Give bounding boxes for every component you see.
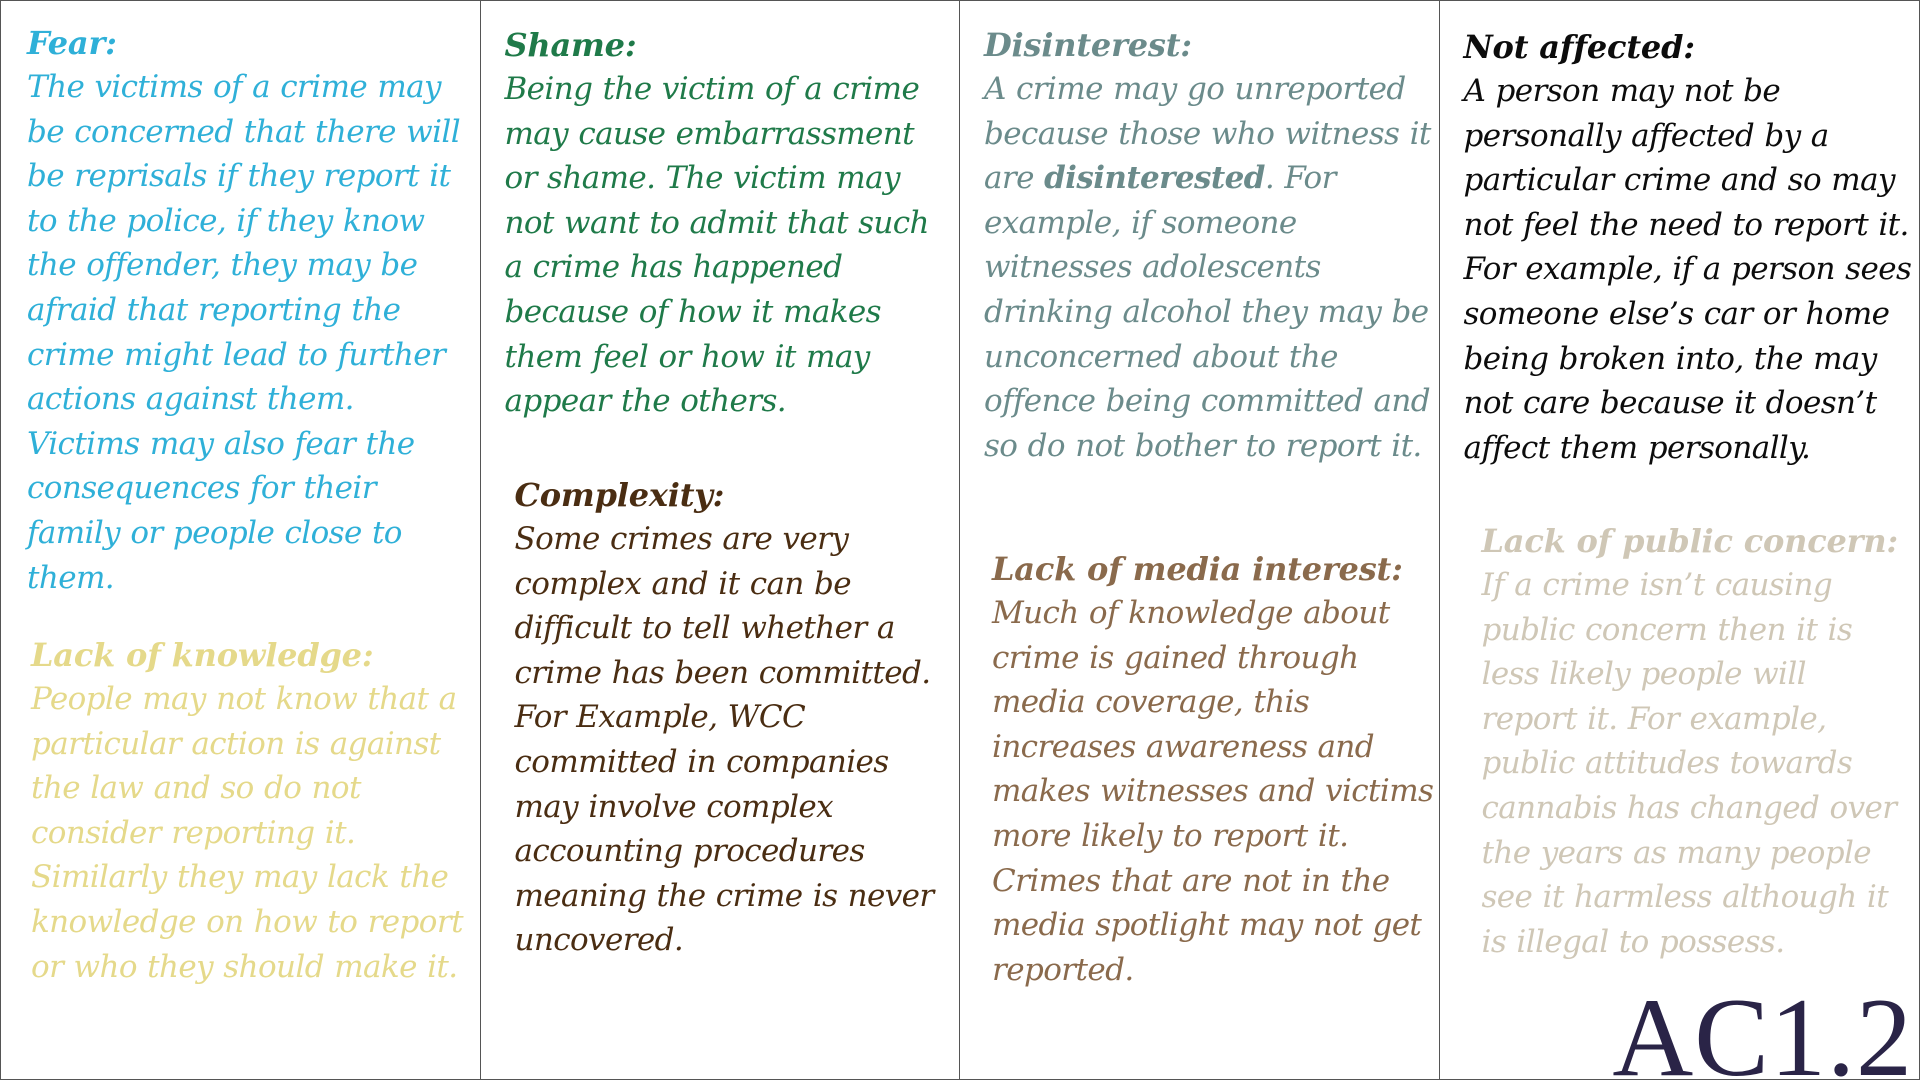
not-affected-heading: Not affected: bbox=[1463, 28, 1695, 66]
lack-of-media-interest-heading: Lack of media interest: bbox=[992, 550, 1403, 588]
disinterest-text: A crime may go unreported because those who witness it are disinterested. For example, if someone witnesses adolescents drinking alcohol they may be unconcerned about the offence being committed and so do not bother to report it. bbox=[984, 71, 1431, 464]
column-1 bbox=[1, 1, 481, 1080]
shame-text: Being the victim of a crime may cause embarrassment or shame. The victim may not want to admit that such a crime has happened because of how it makes them feel or how it may appear the others. bbox=[504, 71, 929, 420]
lack-of-public-concern-block bbox=[1482, 519, 1910, 964]
lack-of-media-interest-text: Much of knowledge about crime is gained through media coverage, this increases awareness and makes witnesses and victims more likely to report it. Crimes that are not in the media spotlight may not get reported. bbox=[992, 595, 1434, 988]
fear-heading: Fear: bbox=[27, 24, 117, 62]
disinterest-heading: Disinterest: bbox=[984, 26, 1192, 64]
not-affected-block bbox=[1464, 25, 1916, 470]
lack-of-knowledge-block bbox=[31, 633, 477, 989]
fear-block bbox=[27, 21, 475, 600]
column-2 bbox=[481, 1, 961, 1080]
column-3 bbox=[960, 1, 1440, 1080]
lack-of-public-concern-heading: Lack of public concern: bbox=[1481, 522, 1899, 560]
shame-heading: Shame: bbox=[504, 26, 637, 64]
complexity-heading: Complexity: bbox=[514, 476, 725, 514]
not-affected-text: A person may not be personally affected by a particular crime and so may not feel the need to report it. For example, if a person sees someone else’s car or home being broken into, the may not care because it doesn’t affect them personally. bbox=[1463, 73, 1912, 466]
lack-of-knowledge-heading: Lack of knowledge: bbox=[31, 636, 374, 674]
disinterest-block bbox=[984, 23, 1434, 468]
complexity-block bbox=[515, 473, 955, 963]
shame-block bbox=[505, 23, 955, 424]
column-4 bbox=[1440, 1, 1920, 1080]
lack-of-media-interest-block bbox=[992, 547, 1436, 992]
fear-text: The victims of a crime may be concerned that there will be reprisals if they report it to the police, if they know the offender, they may be afraid that reporting the crime might lead to further actions against them. Victims may also fear the consequences for their family or people close to them. bbox=[27, 69, 461, 596]
lack-of-knowledge-text: People may not know that a particular action is against the law and so do not consider reporting it. Similarly they may lack the knowledge on how to report or who they should make it. bbox=[31, 681, 463, 985]
assessment-criteria-label: AC1.2 bbox=[1612, 976, 1913, 1080]
lack-of-public-concern-text: If a crime isn’t causing public concern then it is less likely people will report it. For example, public attitudes towards cannabis has changed over the years as many people see it harmless although it is illegal to possess. bbox=[1481, 567, 1897, 960]
disinterested-emphasis: disinterested bbox=[1044, 160, 1265, 197]
complexity-text: Some crimes are very complex and it can be difficult to tell whether a crime has been committed. For Example, WCC committed in companies may involve complex accounting procedures meaning the crime is never uncovered. bbox=[514, 521, 934, 959]
